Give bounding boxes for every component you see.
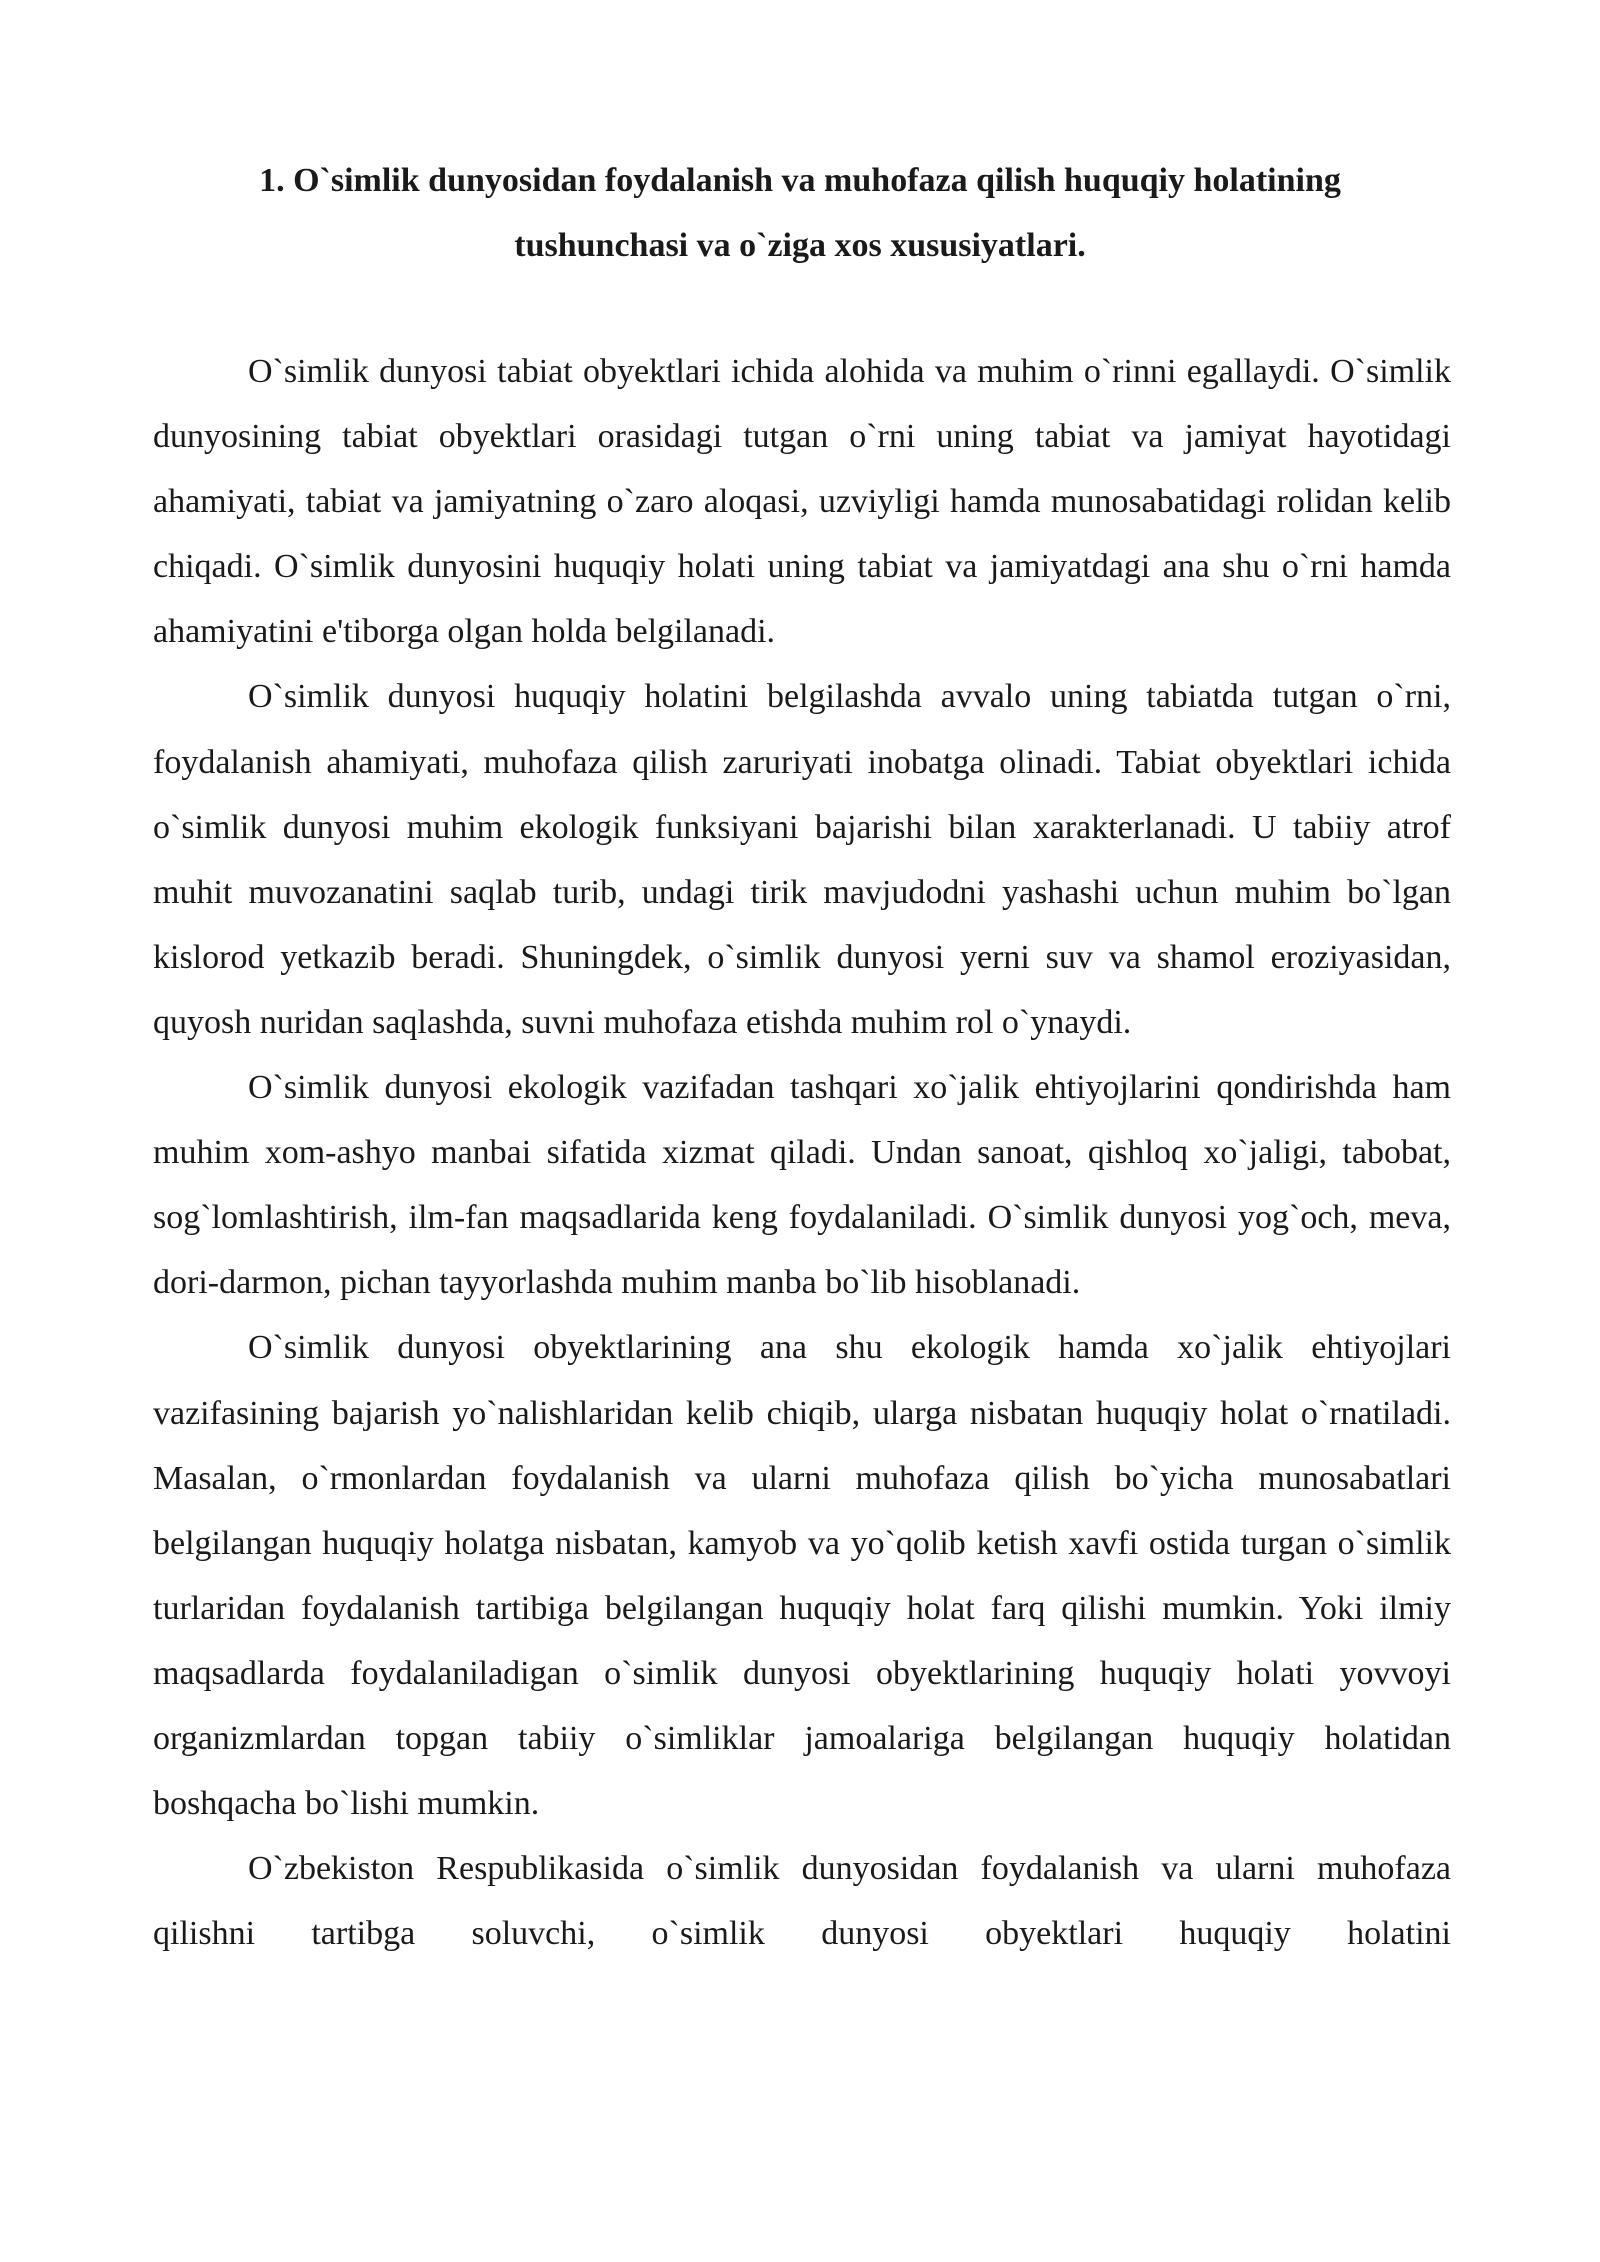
heading-line-2: tushunchasi va o`ziga xos xususiyatlari. [514,227,1086,264]
heading-line-1: 1. O`simlik dunyosidan foydalanish va muhofaza qilish huquqiy holatining [259,162,1341,199]
paragraph-5: O`zbekiston Respublikasida o`simlik dunyosidan foydalanish va ularni muhofaza qilishni tartibga soluvchi, o`simlik dunyosi obyektlari huquqiy holatini [153,1850,1451,1953]
paragraph-3: O`simlik dunyosi ekologik vazifadan tashqari xo`jalik ehtiyojlarini qondirishda ham muhim xom-ashyo manbai sifatida xizmat qiladi. Undan sanoat, qishloq xo`jaligi, tabobat, sog`lomlashtirish, ilm-fan maqsadlarida keng foydalaniladi. O`simlik dunyosi yog`och, meva, dori-darmon, pichan tayyorlashda muhim manba bo`lib hisoblanadi. [153,1069,1451,1302]
section-heading [150,148,1450,278]
paragraph-4: O`simlik dunyosi obyektlarining ana shu ekologik hamda xo`jalik ehtiyojlari vazifasining bajarish yo`nalishlaridan kelib chiqib, ularga nisbatan huquqiy holat o`rnatiladi. Masalan, o`rmonlardan foydalanish va ularni muhofaza qilish bo`yicha munosabatlari belgilangan huquqiy holatga nisbatan, kamyob va yo`qolib ketish xavfi ostida turgan o`simlik turlaridan foydalanish tartibiga belgilangan huquqiy holat farq qilishi mumkin. Yoki ilmiy maqsadlarda foydalaniladigan o`simlik dunyosi obyektlarining huquqiy holati yovvoyi organizmlardan topgan tabiiy o`simliklar jamoalariga belgilangan huquqiy holatidan boshqacha bo`lishi mumkin. [153,1329,1451,1823]
paragraph-2: O`simlik dunyosi huquqiy holatini belgilashda avvalo uning tabiatda tutgan o`rni, foydalanish ahamiyati, muhofaza qilish zaruriyati inobatga olinadi. Tabiat obyektlari ichida o`simlik dunyosi muhim ekologik funksiyani bajarishi bilan xarakterlanadi. U tabiiy atrof muhit muvozanatini saqlab turib, undagi tirik mavjudodni yashashi uchun muhim bo`lgan kislorod yetkazib beradi. Shuningdek, o`simlik dunyosi yerni suv va shamol eroziyasidan, quyosh nuridan saqlashda, suvni muhofaza etishda muhim rol o`ynaydi. [153,678,1451,1041]
paragraph-1: O`simlik dunyosi tabiat obyektlari ichida alohida va muhim o`rinni egallaydi. O`simlik dunyosining tabiat obyektlari orasidagi tutgan o`rni uning tabiat va jamiyat hayotidagi ahamiyati, tabiat va jamiyatning o`zaro aloqasi, uzviyligi hamda munosabatidagi rolidan kelib chiqadi. O`simlik dunyosini huquqiy holati uning tabiat va jamiyatdagi ana shu o`rni hamda ahamiyatini e'tiborga olgan holda belgilanadi. [153,353,1451,651]
body-text [153,339,1451,1966]
